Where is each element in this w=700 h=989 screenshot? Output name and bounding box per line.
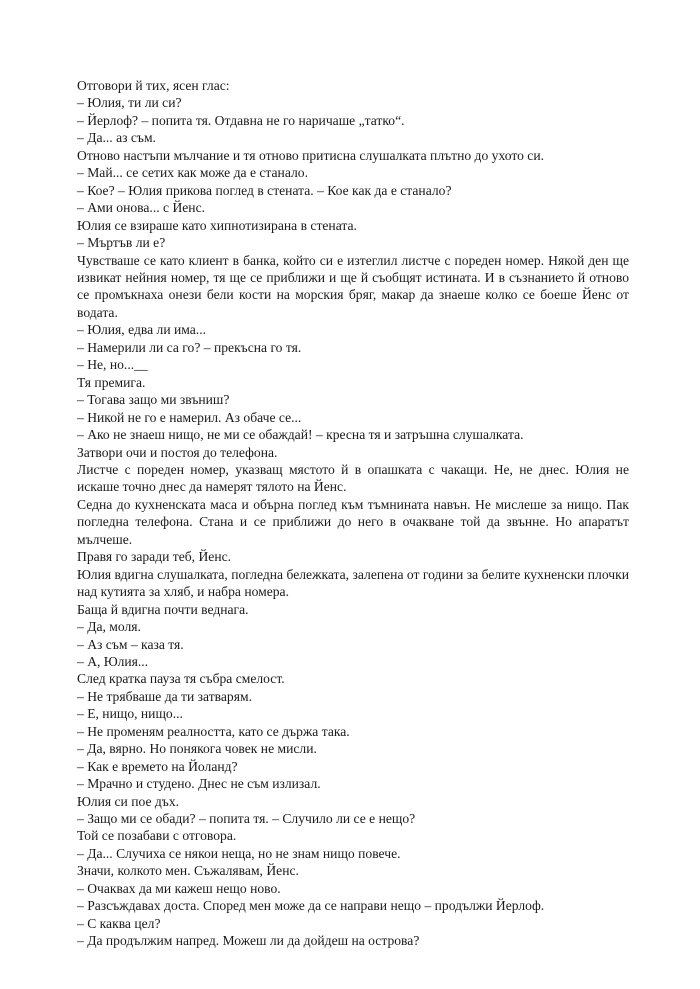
paragraph: Той се позабави с отговора.: [77, 828, 237, 844]
document-body: [77, 77, 629, 950]
paragraph: – Ами онова... с Йенс.: [77, 200, 206, 216]
paragraph: Чувстваше се като клиент в банка, който си е изтеглил листче с пореден номер. Някой ден ще извикат нейния номер, тя ще се приближи и ще й съобщят истината. И в съзнанието й отново се промъкнаха онези бели кости на морския бряг, макар да знаеше колко се боеше Йенс от водата.: [77, 252, 629, 320]
paragraph: – Кое? – Юлия прикова поглед в стената. – Кое как да е станало?: [77, 182, 452, 198]
paragraph: – Никой не го е намерил. Аз обаче се...: [77, 409, 302, 425]
paragraph: Правя го заради теб, Йенс.: [77, 549, 232, 565]
paragraph: – Да, моля.: [77, 619, 141, 635]
paragraph: Отново настъпи мълчание и тя отново притисна слушалката плътно до ухото си.: [77, 147, 545, 163]
paragraph: След кратка пауза тя събра смелост.: [77, 671, 285, 687]
paragraph: – Тогава защо ми звъниш?: [77, 392, 230, 408]
paragraph: Значи, колкото мен. Съжалявам, Йенс.: [77, 863, 299, 879]
paragraph: – Мрачно и студено. Днес не съм излизал.: [77, 776, 321, 792]
paragraph: – Да... аз съм.: [77, 130, 156, 146]
paragraph: Баща й вдигна почти веднага.: [77, 601, 249, 617]
paragraph: – Йерлоф? – попита тя. Отдавна не го наричаше „татко“.: [77, 112, 405, 128]
paragraph: – Ако не знаеш нищо, не ми се обаждай! – кресна тя и затръшна слушалката.: [77, 427, 524, 443]
paragraph: – Не променям реалността, като се държа така.: [77, 723, 350, 739]
paragraph: – Защо ми се обади? – попита тя. – Случило ли се е нещо?: [77, 811, 416, 827]
paragraph: – Аз съм – каза тя.: [77, 636, 184, 652]
paragraph: Юлия се взираше като хипнотизирана в стената.: [77, 217, 357, 233]
paragraph: Седна до кухненската маса и обърна поглед към тъмнината навън. Не мислеше за нищо. Пак погледна телефона. Стана и се приближи до него в очакване той да звънне. Но апаратът мълчеше.: [77, 496, 629, 547]
paragraph: – Да продължим напред. Можеш ли да дойдеш на острова?: [77, 933, 420, 949]
paragraph: – С каква цел?: [77, 915, 161, 931]
paragraph: – Как е времето на Йоланд?: [77, 758, 238, 774]
paragraph: – Очаквах да ми кажеш нещо ново.: [77, 880, 281, 896]
paragraph: – Намерили ли са го? – прекъсна го тя.: [77, 339, 302, 355]
paragraph: – Мъртъв ли е?: [77, 235, 166, 251]
paragraph: Юлия вдигна слушалката, погледна бележката, залепена от години за белите кухненски плочки над кутията за хляб, и набра номера.: [77, 566, 629, 600]
paragraph: Юлия си пое дъх.: [77, 793, 180, 809]
paragraph: – Май... се сетих как може да е станало.: [77, 165, 308, 181]
paragraph: – Юлия, ти ли си?: [77, 95, 182, 111]
paragraph: Отговори й тих, ясен глас:: [77, 78, 230, 93]
paragraph: Затвори очи и постоя до телефона.: [77, 444, 278, 460]
paragraph: – Да... Случиха се някои неща, но не знам нищо повече.: [77, 845, 401, 861]
paragraph: – Не, но...__: [77, 357, 148, 373]
paragraph: – Е, нищо, нищо...: [77, 706, 183, 722]
paragraph: – Разсъждавах доста. Според мен може да се направи нещо – продължи Йерлоф.: [77, 898, 545, 914]
paragraph: Тя премига.: [77, 374, 146, 390]
paragraph: – Юлия, едва ли има...: [77, 322, 207, 338]
paragraph: Листче с пореден номер, указващ мястото й в опашката с чакащи. Не, не днес. Юлия не искаше точно днес да намерят тялото на Йенс.: [77, 461, 629, 495]
paragraph: – Не трябваше да ти затварям.: [77, 688, 252, 704]
paragraph: – А, Юлия...: [77, 653, 149, 669]
paragraph: – Да, вярно. Но понякога човек не мисли.: [77, 741, 317, 757]
